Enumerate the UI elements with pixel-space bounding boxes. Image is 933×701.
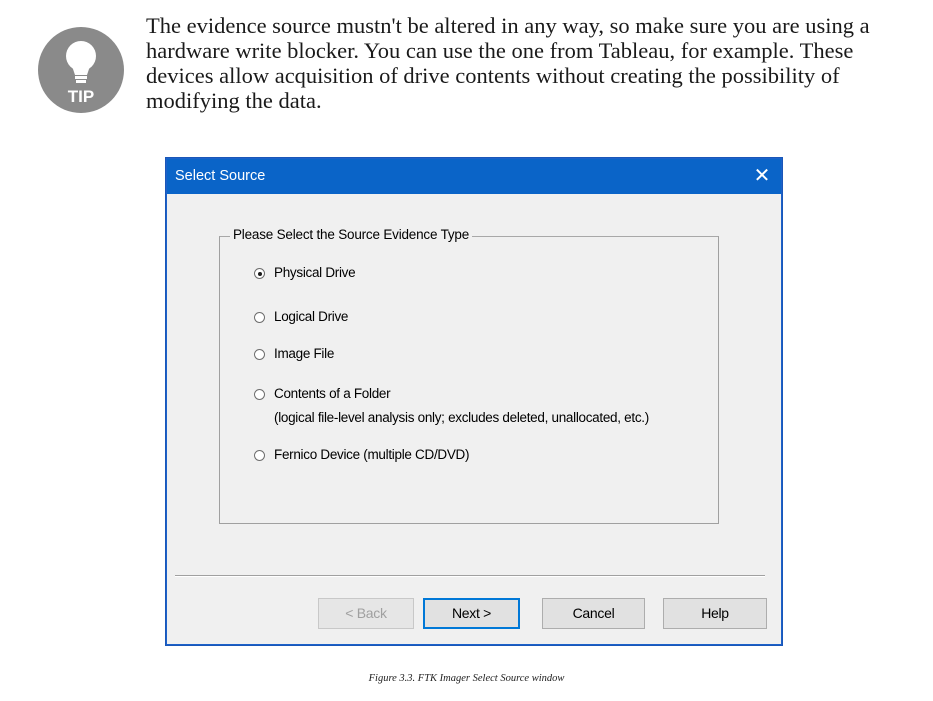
select-source-dialog — [166, 158, 782, 645]
groupbox-label: Please Select the Source Evidence Type — [230, 227, 472, 242]
radio-label[interactable]: Logical Drive — [274, 309, 349, 324]
radio-button[interactable] — [254, 312, 265, 323]
radio-label[interactable]: Physical Drive — [274, 265, 356, 280]
source-type-groupbox — [219, 227, 719, 524]
tip-lightbulb-icon — [38, 27, 124, 113]
cancel-button[interactable]: Cancel — [542, 598, 645, 629]
tip-paragraph: The evidence source mustn't be altered in any way, so make sure you are using a hardware write blocker. You can use the one from Tableau, for example. These devices allow acquisition of drive contents without creating the possibility of modifying the data. — [146, 13, 870, 113]
radio-label[interactable]: Contents of a Folder — [274, 386, 391, 401]
radio-sublabel: (logical file-level analysis only; excludes deleted, unallocated, etc.) — [274, 410, 649, 425]
button-separator — [175, 575, 765, 577]
radio-label[interactable]: Image File — [274, 346, 335, 361]
tip-icon-label: TIP — [67, 87, 95, 106]
radio-button[interactable] — [254, 389, 265, 400]
radio-button[interactable] — [254, 450, 265, 461]
help-button[interactable]: Help — [663, 598, 767, 629]
figure-caption: Figure 3.3. FTK Imager Select Source window — [368, 673, 565, 684]
back-button[interactable]: < Back — [318, 598, 414, 629]
dialog-title: Select Source — [175, 168, 266, 184]
radio-button[interactable] — [254, 349, 265, 360]
radio-label[interactable]: Fernico Device (multiple CD/DVD) — [274, 447, 470, 462]
close-icon[interactable]: ✕ — [753, 165, 771, 187]
dialog-titlebar[interactable] — [167, 159, 781, 194]
next-button[interactable]: Next > — [423, 598, 520, 629]
radio-button-checked[interactable] — [254, 268, 265, 279]
